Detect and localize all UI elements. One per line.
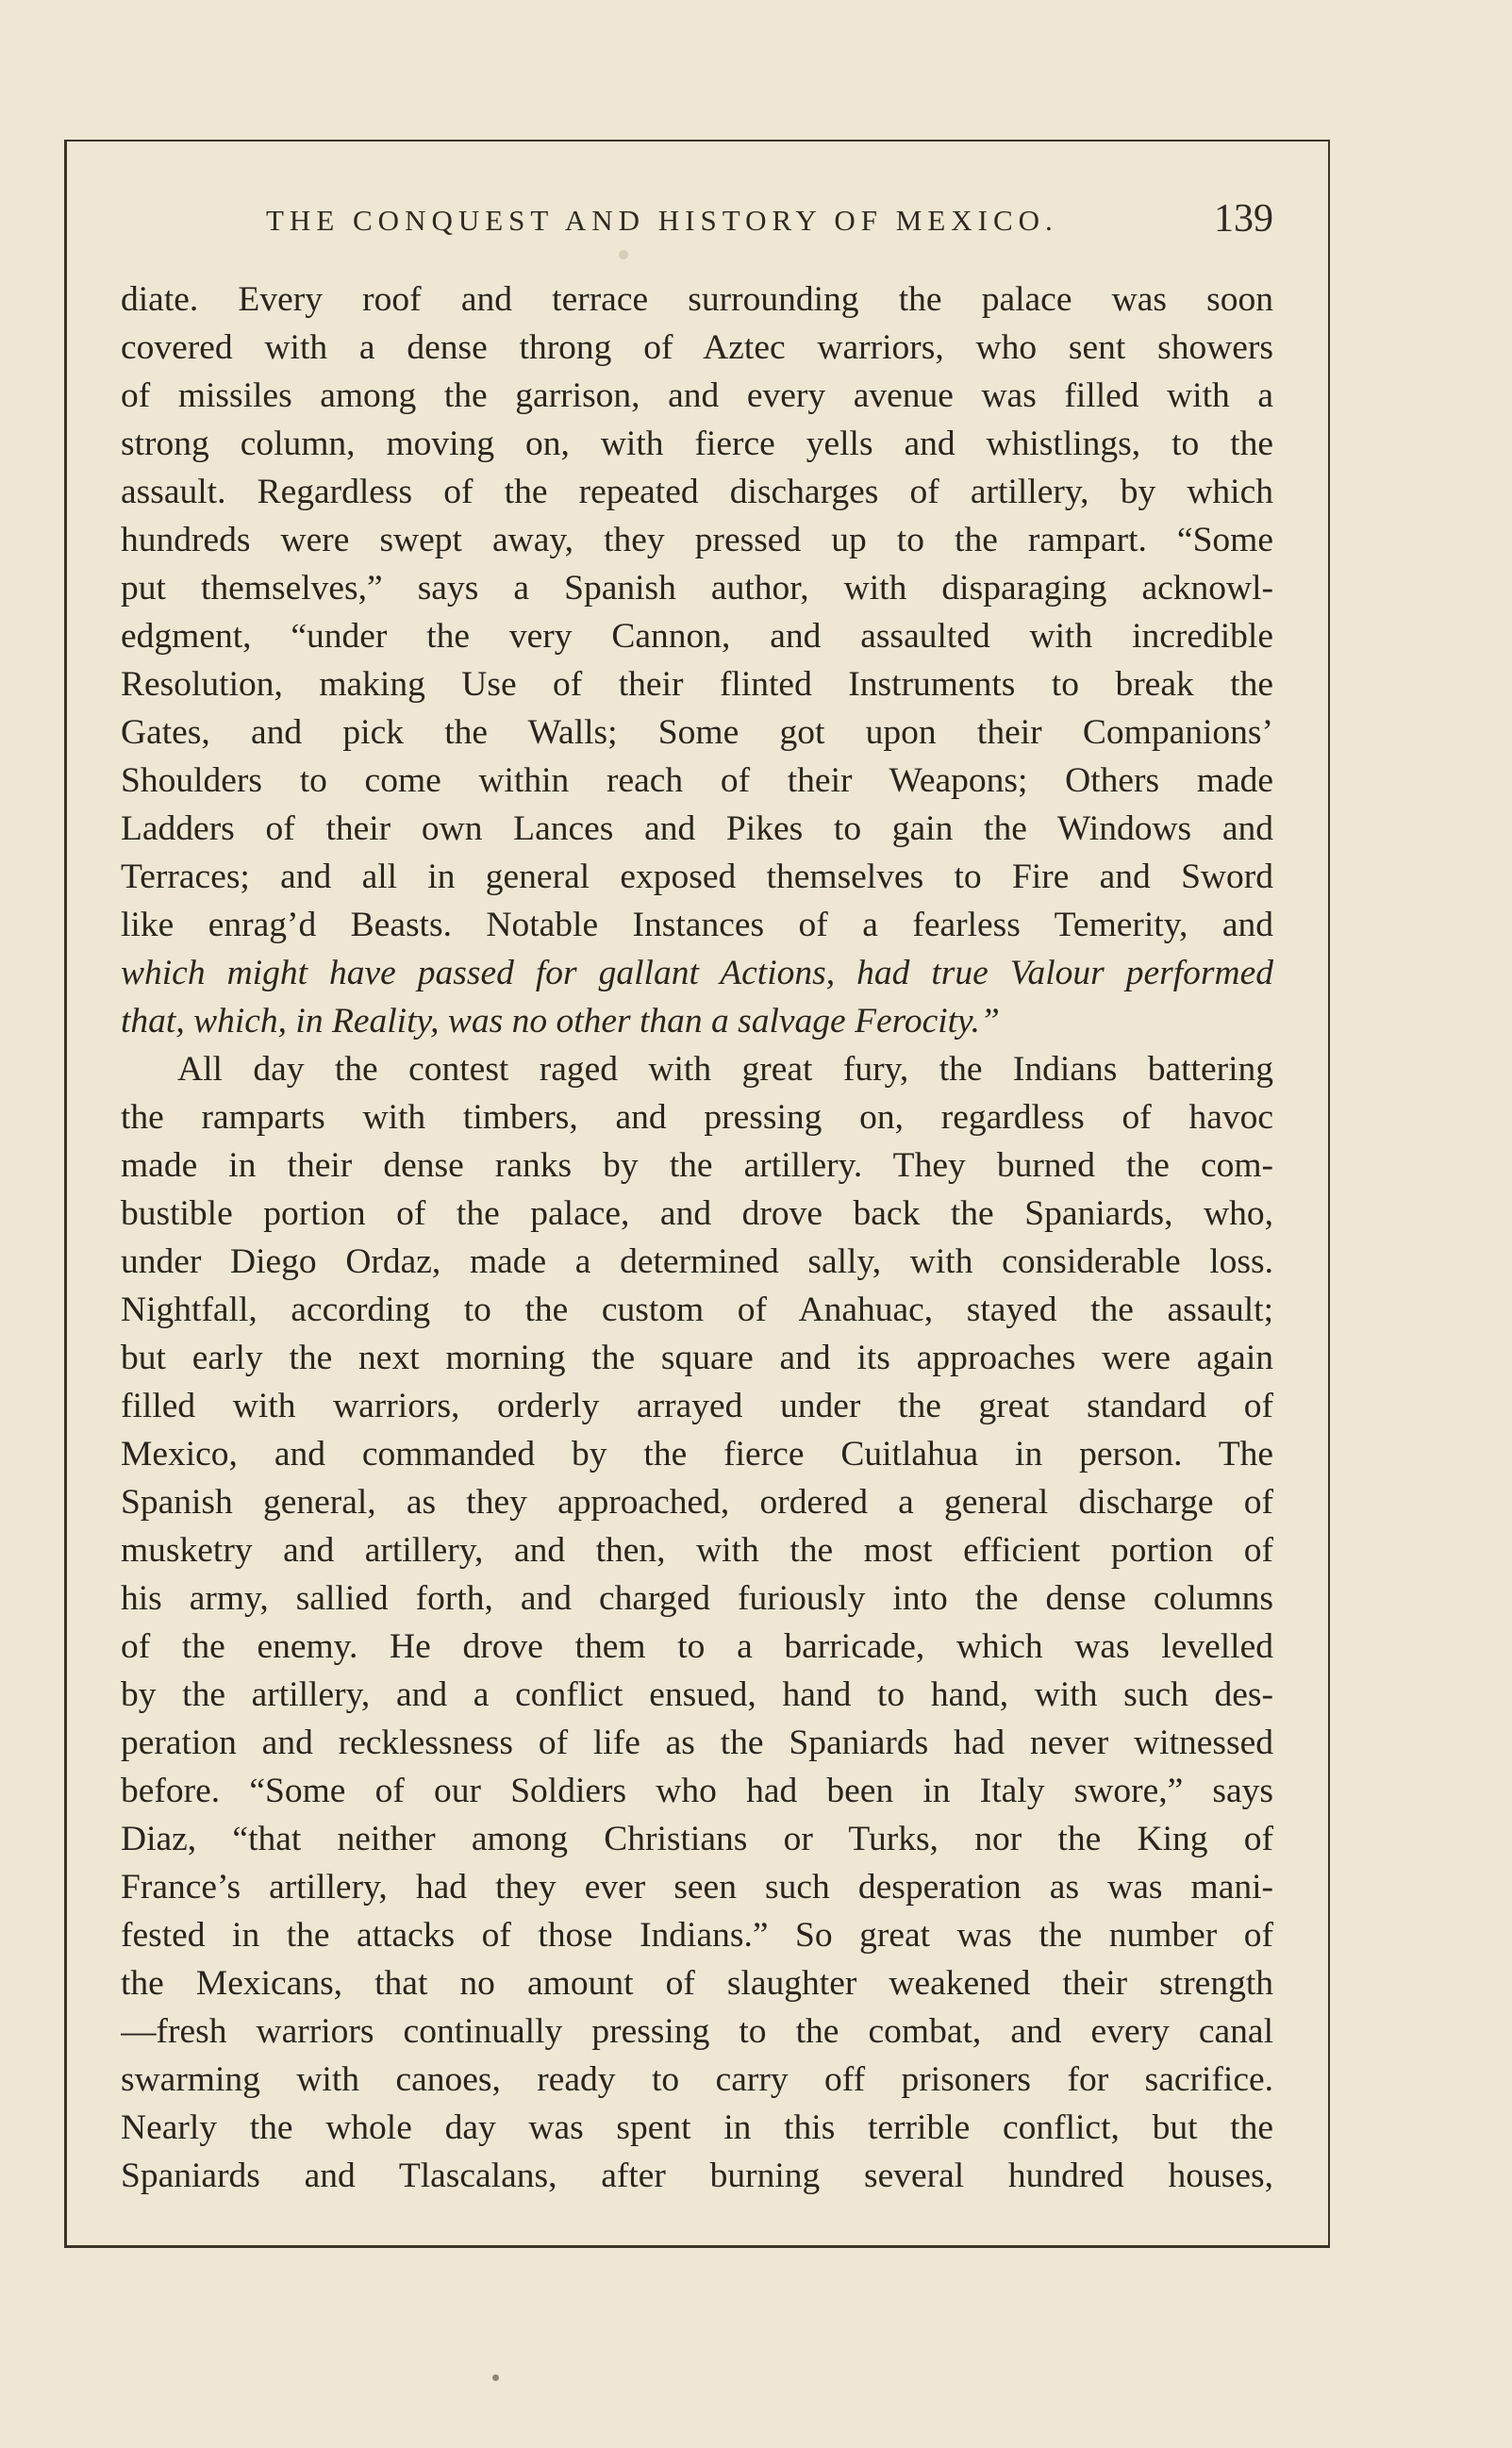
text-line: Resolution, making Use of their flinted Instruments to break the bbox=[121, 665, 1273, 704]
text-line: by the artillery, and a conflict ensued, hand to hand, with such des- bbox=[121, 1675, 1273, 1714]
text-line: Gates, and pick the Walls; Some got upon their Companions’ bbox=[121, 713, 1273, 752]
text-line: peration and recklessness of life as the Spaniards had never witnessed bbox=[121, 1724, 1273, 1762]
page-number: 139 bbox=[1214, 197, 1273, 241]
text-line: fested in the attacks of those Indians.” So great was the number of bbox=[121, 1916, 1273, 1955]
text-line: under Diego Ordaz, made a determined sally, with considerable loss. bbox=[121, 1242, 1273, 1281]
running-head bbox=[123, 196, 1273, 253]
text-line: Diaz, “that neither among Christians or Turks, nor the King of bbox=[121, 1820, 1273, 1858]
text-line: hundreds were swept away, they pressed up to the rampart. “Some bbox=[121, 521, 1273, 559]
text-line: but early the next morning the square and its approaches were again bbox=[121, 1339, 1273, 1377]
text-line: swarming with canoes, ready to carry off prisoners for sacrifice. bbox=[121, 2060, 1273, 2099]
running-title: THE CONQUEST AND HISTORY OF MEXICO. bbox=[266, 204, 1058, 237]
text-line: Mexico, and commanded by the fierce Cuitlahua in person. The bbox=[121, 1435, 1273, 1474]
text-line: Terraces; and all in general exposed themselves to Fire and Sword bbox=[121, 858, 1273, 896]
text-line: —fresh warriors continually pressing to the combat, and every canal bbox=[121, 2012, 1273, 2051]
text-line: Spaniards and Tlascalans, after burning several hundred houses, bbox=[121, 2157, 1273, 2195]
text-line: France’s artillery, had they ever seen such desperation as was mani- bbox=[121, 1868, 1273, 1907]
text-line: the ramparts with timbers, and pressing on, regardless of havoc bbox=[121, 1098, 1273, 1137]
text-line: musketry and artillery, and then, with the most efficient portion of bbox=[121, 1531, 1273, 1570]
paragraph-first-line: All day the contest raged with great fury, the Indians battering bbox=[177, 1050, 1273, 1089]
text-line: of missiles among the garrison, and every avenue was filled with a bbox=[121, 376, 1273, 415]
text-line: his army, sallied forth, and charged furiously into the dense columns bbox=[121, 1579, 1273, 1618]
text-line: covered with a dense throng of Aztec warriors, who sent showers bbox=[121, 328, 1273, 367]
text-line: filled with warriors, orderly arrayed under the great standard of bbox=[121, 1387, 1273, 1425]
text-line: bustible portion of the palace, and drove back the Spaniards, who, bbox=[121, 1194, 1273, 1233]
text-line: strong column, moving on, with fierce yells and whistlings, to the bbox=[121, 425, 1273, 463]
text-line: put themselves,” says a Spanish author, with disparaging acknowl- bbox=[121, 569, 1273, 608]
text-line: the Mexicans, that no amount of slaughter weakened their strength bbox=[121, 1964, 1273, 2003]
text-line: edgment, “under the very Cannon, and assaulted with incredible bbox=[121, 617, 1273, 656]
text-line: made in their dense ranks by the artillery. They burned the com- bbox=[121, 1146, 1273, 1185]
italic-quote-line: which might have passed for gallant Actions, had true Valour performed bbox=[121, 954, 1273, 992]
text-line: like enrag’d Beasts. Notable Instances of a fearless Temerity, and bbox=[121, 906, 1273, 944]
text-line: diate. Every roof and terrace surrounding the palace was soon bbox=[121, 280, 1273, 319]
text-line: Nightfall, according to the custom of Anahuac, stayed the assault; bbox=[121, 1291, 1273, 1329]
text-line: Shoulders to come within reach of their Weapons; Others made bbox=[121, 761, 1273, 800]
text-line: Ladders of their own Lances and Pikes to gain the Windows and bbox=[121, 809, 1273, 848]
paper-speck bbox=[619, 250, 628, 259]
text-line: Spanish general, as they approached, ordered a general discharge of bbox=[121, 1483, 1273, 1522]
text-line: of the enemy. He drove them to a barricade, which was levelled bbox=[121, 1627, 1273, 1666]
italic-quote-line: that, which, in Reality, was no other than a salvage Ferocity.” bbox=[121, 1002, 1000, 1041]
body-text bbox=[121, 275, 1273, 2200]
text-line: before. “Some of our Soldiers who had been in Italy swore,” says bbox=[121, 1772, 1273, 1810]
text-line: Nearly the whole day was spent in this terrible conflict, but the bbox=[121, 2108, 1273, 2147]
paper-speck bbox=[492, 2374, 499, 2381]
text-line: assault. Regardless of the repeated discharges of artillery, by which bbox=[121, 473, 1273, 511]
